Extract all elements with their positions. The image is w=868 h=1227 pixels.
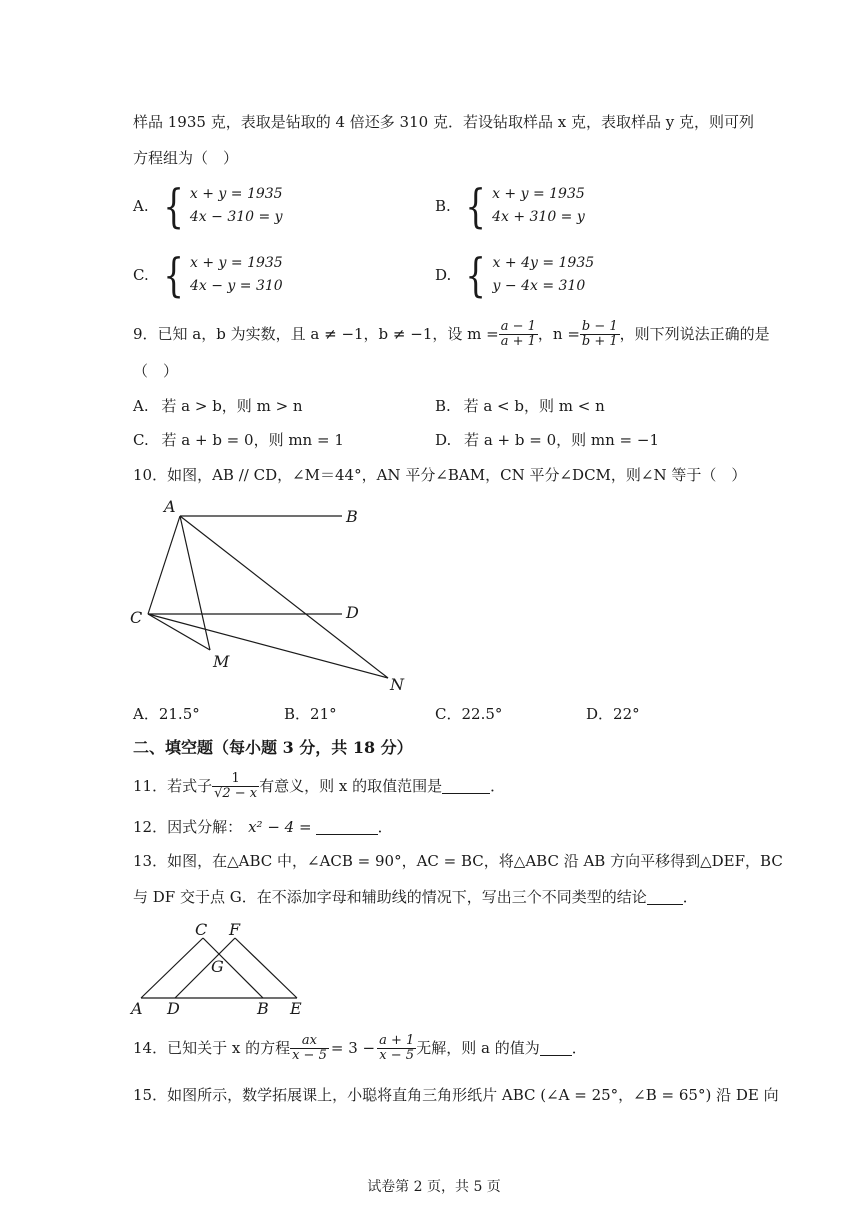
q9-option-a bbox=[133, 399, 303, 414]
q9-option-d bbox=[435, 433, 659, 448]
brace: { bbox=[163, 248, 184, 302]
q14 bbox=[133, 1034, 587, 1064]
option-label: A. bbox=[133, 397, 149, 415]
label-a: A bbox=[164, 497, 176, 516]
answer-blank[interactable] bbox=[442, 779, 490, 794]
q15-line1: 15．如图所示，数学拓展课上，小聪将直角三角形纸片 ABC (∠A = 25°，∠B = 65°) 沿 DE 向 bbox=[133, 1086, 779, 1104]
answer-blank[interactable] bbox=[647, 890, 683, 905]
page-footer: 试卷第 2 页，共 5 页 bbox=[367, 1179, 501, 1195]
line-cm bbox=[148, 614, 210, 650]
equation: x + y = 1935 bbox=[190, 255, 283, 271]
label-g: G bbox=[211, 957, 224, 976]
q13-figure bbox=[125, 918, 315, 1018]
label-a: A bbox=[131, 999, 143, 1018]
numerator: b − 1 bbox=[581, 319, 618, 334]
segment-df bbox=[175, 938, 235, 998]
label-f: F bbox=[229, 920, 241, 939]
q14-end: ． bbox=[571, 1039, 587, 1058]
q8-line2: 方程组为（ ） bbox=[133, 149, 239, 167]
label-b: B bbox=[346, 507, 358, 526]
label-m: M bbox=[213, 652, 230, 671]
m-fraction bbox=[499, 320, 538, 350]
denominator: a + 1 bbox=[500, 334, 536, 350]
line-an bbox=[180, 516, 388, 678]
option-label: C． bbox=[435, 705, 462, 723]
option-label: C. bbox=[133, 431, 149, 449]
q13-line2-text: 与 DF 交于点 G．在不添加字母和辅助线的情况下，写出三个不同类型的结论 bbox=[133, 888, 647, 906]
option-text: 若 a > b，则 m > n bbox=[161, 397, 303, 415]
denominator: b + 1 bbox=[581, 334, 618, 350]
option-text: 若 a + b = 0，则 mn = 1 bbox=[161, 431, 344, 449]
q14-pre: 14．已知关于 x 的方程 bbox=[133, 1039, 291, 1058]
q14-post: 无解，则 a 的值为 bbox=[416, 1039, 540, 1058]
q10-figure bbox=[120, 492, 420, 696]
brace: { bbox=[465, 179, 486, 233]
section-heading: 二、填空题（每小题 3 分，共 18 分） bbox=[133, 738, 413, 757]
q10-option-d bbox=[586, 707, 640, 722]
q9-stem bbox=[133, 320, 770, 350]
q14-fraction-2 bbox=[377, 1034, 416, 1064]
label-c: C bbox=[195, 920, 208, 939]
option-label: B. bbox=[435, 397, 451, 415]
n-fraction bbox=[580, 320, 620, 350]
q9-paren: （ ） bbox=[133, 362, 179, 380]
numerator: a + 1 bbox=[379, 1033, 415, 1048]
equation: y − 4x = 310 bbox=[492, 278, 586, 294]
brace: { bbox=[465, 248, 487, 302]
option-label: B. bbox=[435, 197, 451, 215]
q12-end: ． bbox=[377, 818, 393, 836]
denominator: x − 5 bbox=[379, 1048, 415, 1064]
option-text: 22° bbox=[613, 705, 640, 723]
numerator: a − 1 bbox=[500, 319, 536, 334]
q14-fraction-1 bbox=[290, 1034, 329, 1064]
option-label: D. bbox=[435, 266, 452, 284]
q8-option-d bbox=[435, 248, 595, 302]
q11-post: 有意义，则 x 的取值范围是 bbox=[259, 777, 443, 796]
label-c: C bbox=[130, 608, 143, 627]
brace: { bbox=[163, 179, 184, 233]
q9-option-b bbox=[435, 399, 605, 414]
q13-line2 bbox=[133, 890, 698, 905]
q9-stem-a: 9．已知 a，b 为实数，且 a ≠ −1，b ≠ −1，设 m = bbox=[133, 325, 499, 344]
label-n: N bbox=[390, 675, 404, 694]
q8-option-a bbox=[133, 179, 283, 233]
q8-option-b bbox=[435, 179, 585, 233]
q10-option-b bbox=[284, 707, 337, 722]
option-label: A． bbox=[133, 705, 159, 723]
label-d: D bbox=[346, 603, 359, 622]
q12 bbox=[133, 820, 393, 835]
segment-fe bbox=[235, 938, 297, 998]
q11 bbox=[133, 772, 505, 802]
option-text: 若 a + b = 0，则 mn = −1 bbox=[464, 431, 659, 449]
q9-stem-b: ，n = bbox=[537, 325, 580, 344]
option-label: D. bbox=[435, 431, 452, 449]
equation: x + 4y = 1935 bbox=[492, 255, 595, 271]
q12-pre: 12．因式分解： bbox=[133, 818, 243, 836]
answer-blank[interactable] bbox=[540, 1041, 572, 1056]
q11-pre: 11．若式子 bbox=[133, 777, 213, 796]
q14-mid: = 3 − bbox=[330, 1039, 376, 1058]
option-text: 21° bbox=[310, 705, 337, 723]
option-text: 21.5° bbox=[158, 705, 200, 723]
segment-ac bbox=[141, 938, 203, 998]
q9-stem-c: ，则下列说法正确的是 bbox=[619, 325, 770, 344]
equation: 4x − y = 310 bbox=[190, 278, 283, 294]
q10-stem: 10．如图，AB // CD，∠M＝44°，AN 平分∠BAM，CN 平分∠DCM，则∠N 等于（ ） bbox=[133, 466, 747, 484]
q10-option-c bbox=[435, 707, 502, 722]
line-ac bbox=[148, 516, 180, 614]
q9-option-c bbox=[133, 433, 344, 448]
q13-line1: 13．如图，在△ABC 中，∠ACB = 90°，AC = BC，将△ABC 沿 AB 方向平移得到△DEF，BC bbox=[133, 852, 783, 870]
equation: x + y = 1935 bbox=[189, 186, 283, 202]
q8-option-c bbox=[133, 248, 283, 302]
q13-end: ． bbox=[682, 888, 698, 906]
equation: 4x − 310 = y bbox=[189, 209, 283, 225]
label-d: D bbox=[167, 999, 180, 1018]
equation: x + y = 1935 bbox=[492, 186, 585, 202]
q12-expr: x² − 4 = bbox=[248, 818, 312, 836]
equation: 4x + 310 = y bbox=[492, 209, 585, 225]
numerator: ax bbox=[290, 1034, 329, 1049]
option-label: C. bbox=[133, 266, 149, 284]
option-label: B． bbox=[284, 705, 311, 723]
q11-fraction bbox=[212, 772, 259, 802]
q8-line1: 样品 1935 克，表取是钻取的 4 倍还多 310 克．若设钻取样品 x 克，表取样品 y 克，则可列 bbox=[133, 113, 754, 131]
q11-end: ． bbox=[490, 777, 506, 796]
denominator: √2 − x bbox=[214, 786, 258, 802]
numerator: 1 bbox=[212, 772, 259, 787]
option-text: 若 a < b，则 m < n bbox=[463, 397, 605, 415]
option-label: D． bbox=[586, 705, 614, 723]
label-b: B bbox=[257, 999, 269, 1018]
option-text: 22.5° bbox=[461, 705, 503, 723]
label-e: E bbox=[290, 999, 302, 1018]
q10-option-a bbox=[133, 707, 200, 722]
option-label: A. bbox=[133, 197, 149, 215]
line-cn bbox=[148, 614, 388, 678]
denominator: x − 5 bbox=[292, 1048, 327, 1064]
answer-blank[interactable] bbox=[316, 820, 378, 835]
